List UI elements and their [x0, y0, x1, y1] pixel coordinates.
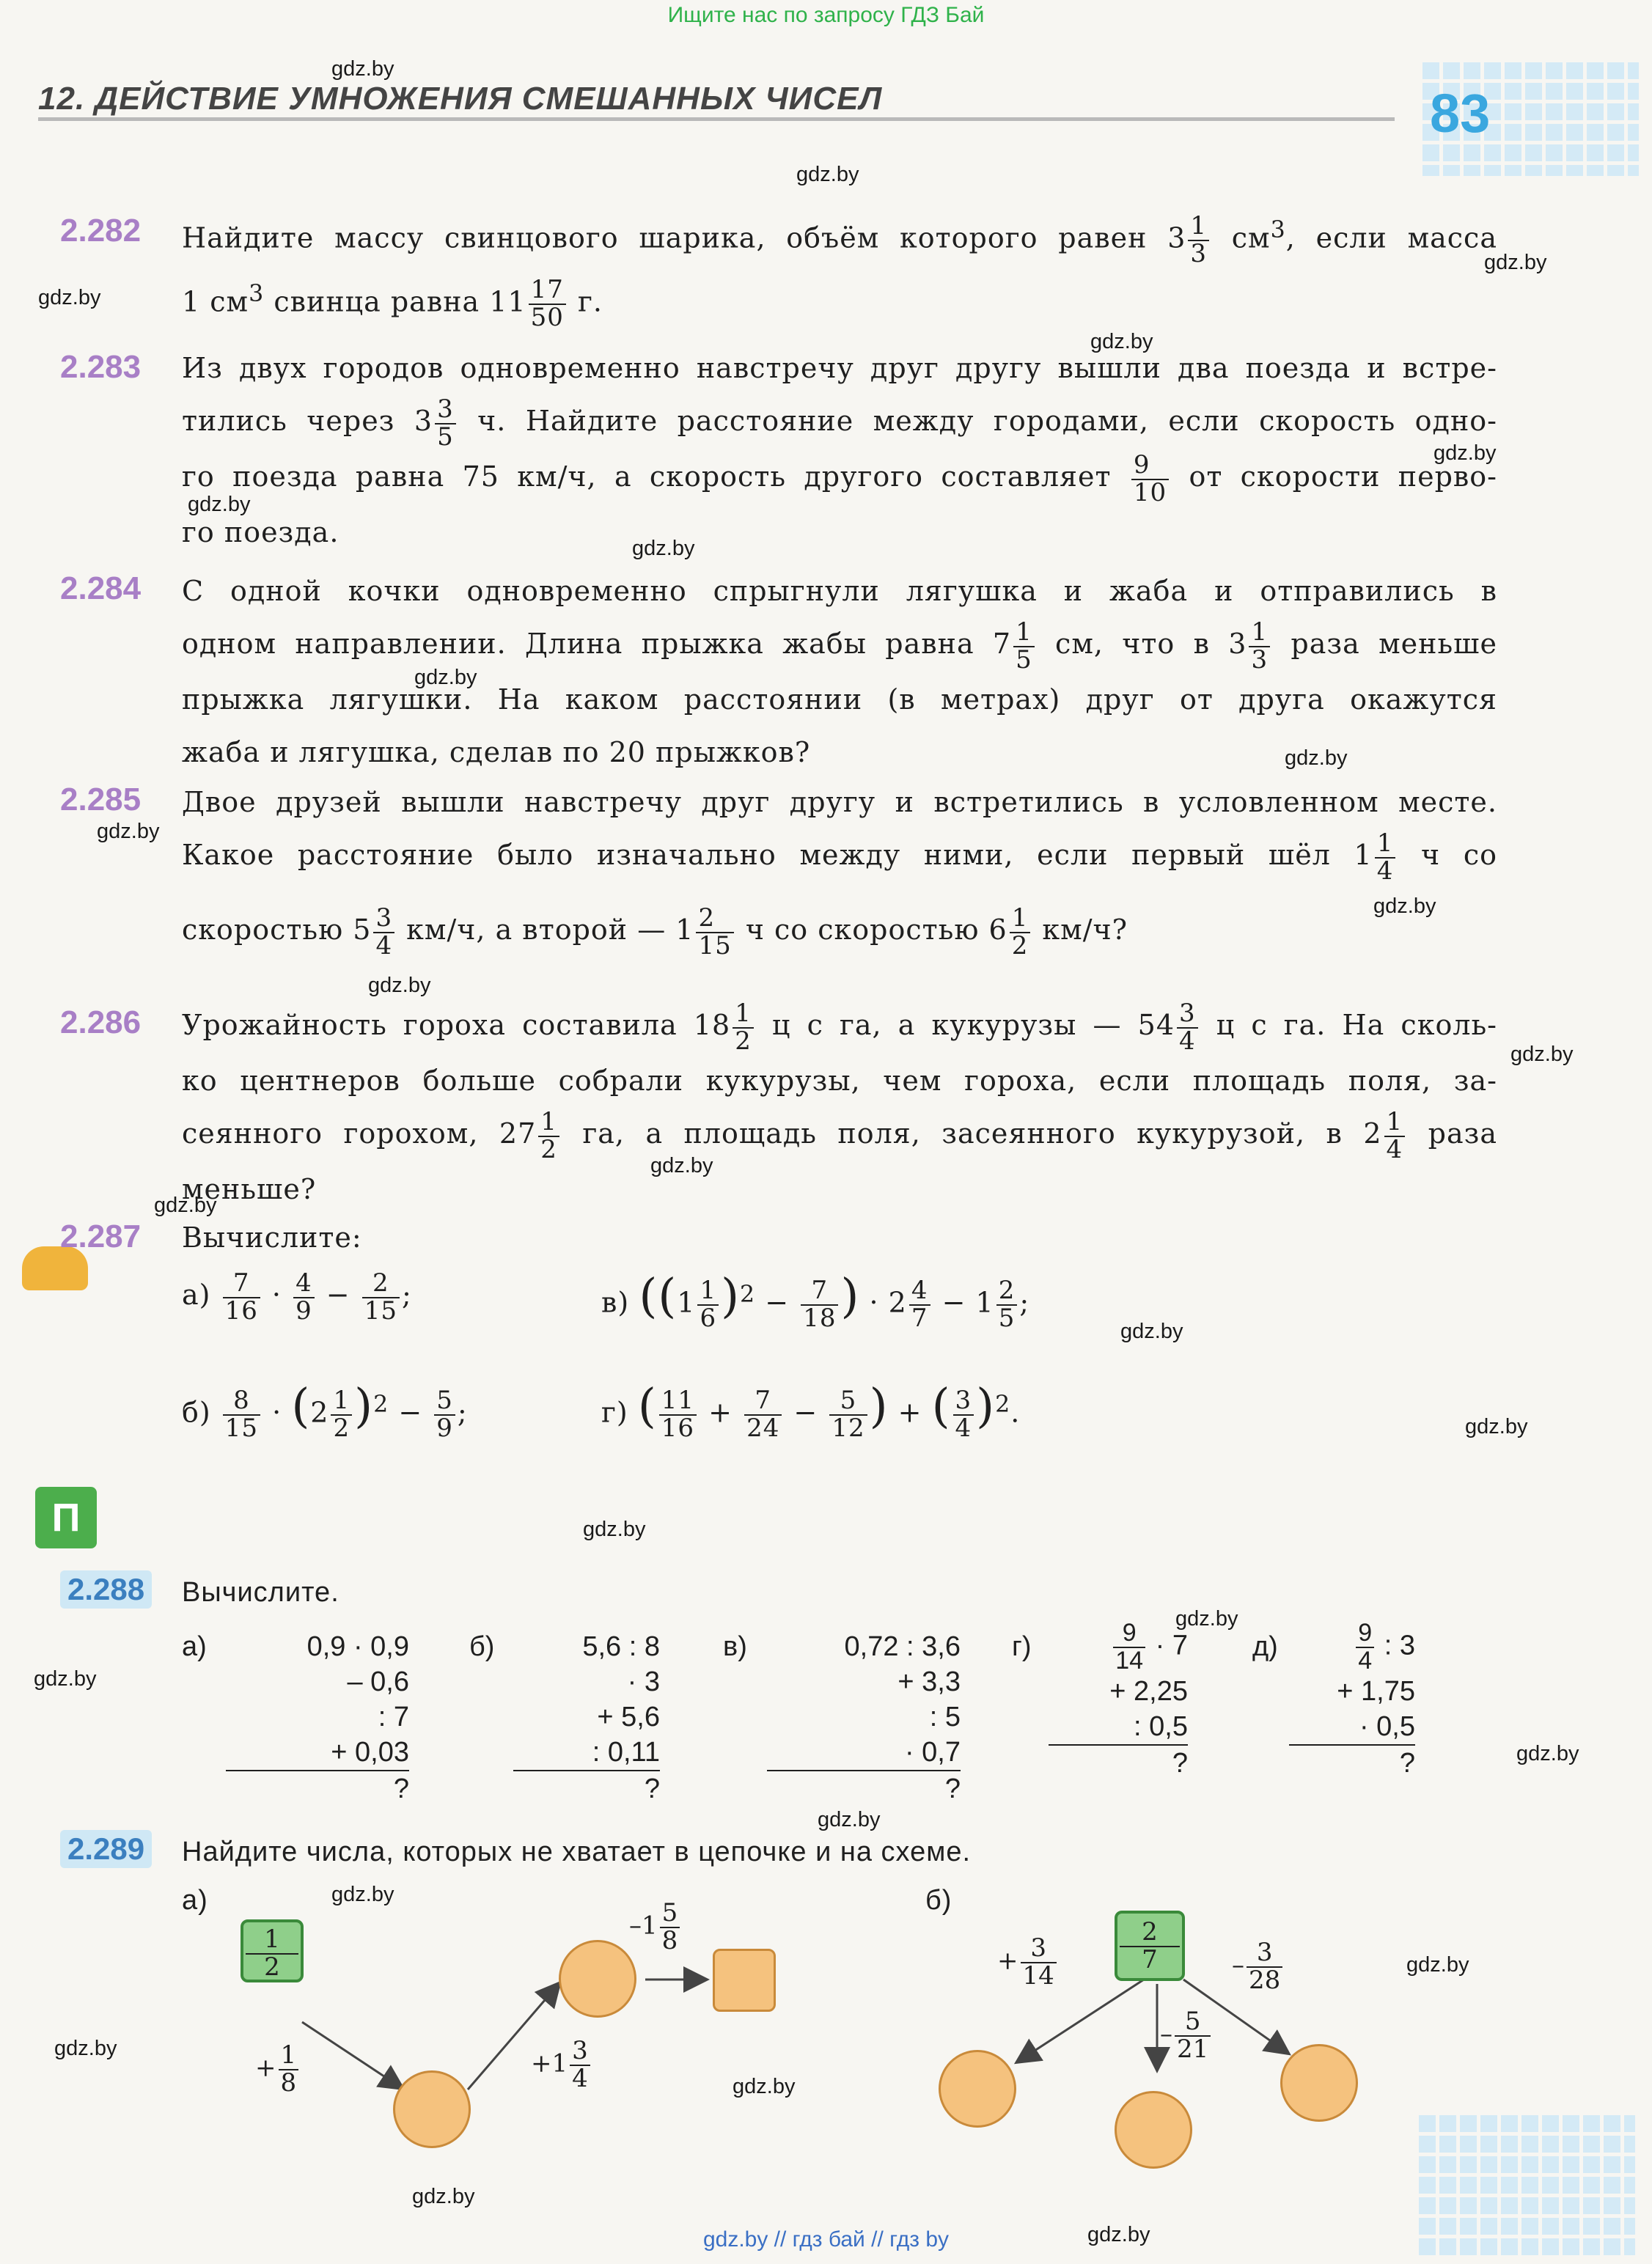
problem-title: Вычислите.	[182, 1577, 339, 1608]
problem-number: 2.286	[60, 1004, 142, 1040]
watermark: gdz.by	[1090, 330, 1153, 353]
watermark: gdz.by	[412, 2185, 475, 2208]
watermark: gdz.by	[97, 820, 160, 843]
top-banner: Ищите нас по запросу ГДЗ Бай	[667, 3, 985, 27]
watermark: gdz.by	[1175, 1607, 1238, 1631]
expression-b: б) $\frac{8}{15}$ · (2 $\frac{1}{2}$ )$^2$ − $\frac{5}{9}$ ;	[182, 1379, 468, 1444]
watermark: gdz.by	[1465, 1415, 1528, 1438]
problem-number: 2.288	[60, 1570, 152, 1609]
problem-number: 2.282	[60, 213, 142, 249]
watermark: gdz.by	[34, 1667, 97, 1691]
empty-circle-node[interactable]	[393, 2070, 471, 2148]
problem-text: С одной кочки одновременно спрыгнули лягушка и жаба и отправились в одном направлении. Длина прыжка жабы равна 7 $\frac{1}{5}$ см, что в 3 $\frac{1}{3}$ раза меньше прыжка лягушки. На каком расстоянии (в метрах) друг от друга окажутся жаба и лягушка, сделав по 20 прыжков?	[182, 575, 1497, 769]
empty-square-node[interactable]	[713, 1949, 776, 2012]
watermark: gdz.by	[368, 974, 431, 997]
problem-number: 2.287	[60, 1219, 142, 1254]
chapter-title: 12. ДЕЙСТВИЕ УМНОЖЕНИЯ СМЕШАННЫХ ЧИСЕЛ	[38, 81, 883, 117]
arrow	[1018, 1980, 1144, 2062]
watermark: gdz.by	[331, 1883, 394, 1906]
problem-number: 2.284	[60, 570, 142, 606]
watermark: gdz.by	[1373, 894, 1436, 918]
problem-text: Найдите массу свинцового шарика, объём которого равен 3 $\frac{1}{3}$ $см^3$, если масса 1 $см^3$ свинца равна 11 $\frac{17}{50}$ г.	[182, 211, 1497, 332]
chain-start-node: 1 2	[241, 1919, 304, 1982]
problem-number: 2.289	[60, 1830, 152, 1868]
chain-d: д) $\frac{9}{4}$ : 3 + 1,75 · 0,5 ?	[1252, 1619, 1415, 1779]
watermark: gdz.by	[1087, 2223, 1150, 2246]
op-label: + $\frac{3}{14}$	[997, 1936, 1059, 1989]
diagram-b-label: б)	[925, 1885, 952, 1916]
watermark: gdz.by	[54, 2037, 117, 2060]
chain-b: б) 5,6 : 8 · 3 + 5,6 : 0,11 ?	[469, 1631, 660, 1804]
empty-circle-node[interactable]	[939, 2050, 1016, 2128]
watermark: gdz.by	[818, 1808, 881, 1831]
watermark: gdz.by	[154, 1194, 217, 1217]
watermark: gdz.by	[38, 286, 101, 309]
op-label: – $\frac{3}{28}$	[1232, 1940, 1285, 1993]
footer-links[interactable]: gdz.by // гдз бай // гдз by	[702, 2227, 950, 2252]
watermark: gdz.by	[1406, 1953, 1469, 1977]
op-label: –1 $\frac{5}{8}$	[629, 1900, 682, 1954]
watermark: gdz.by	[632, 537, 695, 560]
expression-v: в) ((1 $\frac{1}{6}$ )$^2$ − $\frac{7}{18}$ ) · 2 $\frac{4}{7}$ − 1 $\frac{2}{5}$ ;	[601, 1269, 1030, 1334]
problem-title: Найдите числа, которых не хватает в цепочке и на схеме.	[182, 1837, 972, 1867]
watermark: gdz.by	[414, 666, 477, 689]
op-label: +1 $\frac{3}{4}$	[531, 2038, 592, 2092]
problem-title: Вычислите:	[182, 1221, 362, 1254]
chain-v: в) 0,72 : 3,6 + 3,3 : 5 · 0,7 ?	[723, 1631, 961, 1804]
watermark: gdz.by	[650, 1154, 713, 1177]
watermark: gdz.by	[331, 57, 394, 81]
problem-text: Урожайность гороха составила 18 $\frac{1}{2}$ ц с га, а кукурузы — 54 $\frac{3}{4}$ ц с га. На сколь- ко центнеров больше собрали кукурузы, чем гороха, если площадь поля, за- сеянного горохом, 27 $\frac{1}{2}$ га, а площадь поля, засеянного кукурузой, в 2 $\frac{1}{4}$ раза меньше?	[182, 998, 1497, 1206]
problem-text: Из двух городов одновременно навстречу друг другу вышли два поезда и встре- тились через 3 $\frac{3}{5}$ ч. Найдите расстояние между городами, если скорость одно- го поезда равна 75 км/ч, а скорость другого составляет $\frac{9}{10}$ от скорости перво- го поезда.	[182, 352, 1498, 549]
problem-number: 2.285	[60, 782, 142, 817]
empty-circle-node[interactable]	[1115, 2091, 1192, 2169]
watermark: gdz.by	[733, 2075, 796, 2098]
op-label: + $\frac{1}{8}$	[255, 2043, 301, 2096]
watermark: gdz.by	[1433, 441, 1497, 465]
watermark: gdz.by	[1510, 1043, 1574, 1066]
watermark: gdz.by	[1516, 1742, 1579, 1765]
chain-g: г) $\frac{9}{14}$ · 7 + 2,25 : 0,5 ?	[1012, 1619, 1188, 1779]
empty-circle-node[interactable]	[1280, 2044, 1358, 2122]
diagram-a-label: а)	[182, 1885, 208, 1916]
expression-a: а) $\frac{7}{16}$ · $\frac{4}{9}$ − $\frac{2}{15}$ ;	[182, 1268, 412, 1326]
scheme-start-node: 2 7	[1115, 1911, 1185, 1981]
watermark: gdz.by	[583, 1518, 646, 1541]
chain-a: а) 0,9 · 0,9 – 0,6 : 7 + 0,03 ?	[182, 1631, 409, 1804]
empty-circle-node[interactable]	[559, 1940, 636, 2018]
puzzle-icon: П	[35, 1487, 97, 1548]
watermark: gdz.by	[1285, 746, 1348, 770]
arrow	[302, 2022, 402, 2088]
problem-text: Двое друзей вышли навстречу друг другу и встретились в условленном месте. Какое расстояние было изначально между ними, если первый шёл 1 $\frac{1}{4}$ ч со скоростью 5 $\frac{3}{4}$ км/ч, а второй — 1 $\frac{2}{15}$ ч со скоростью 6 $\frac{1}{2}$ км/ч?	[182, 786, 1497, 960]
op-label: – $\frac{5}{21}$	[1160, 2009, 1213, 2062]
problem-number: 2.283	[60, 349, 142, 385]
expression-g: г) ( $\frac{11}{16}$ + $\frac{7}{24}$ − $\frac{5}{12}$ ) + ( $\frac{3}{4}$ )$^2$.	[601, 1379, 1021, 1444]
watermark: gdz.by	[1484, 251, 1547, 274]
page-number: 83	[1430, 83, 1491, 144]
watermark: gdz.by	[188, 493, 251, 516]
watermark: gdz.by	[796, 163, 859, 186]
watermark: gdz.by	[1120, 1320, 1183, 1343]
